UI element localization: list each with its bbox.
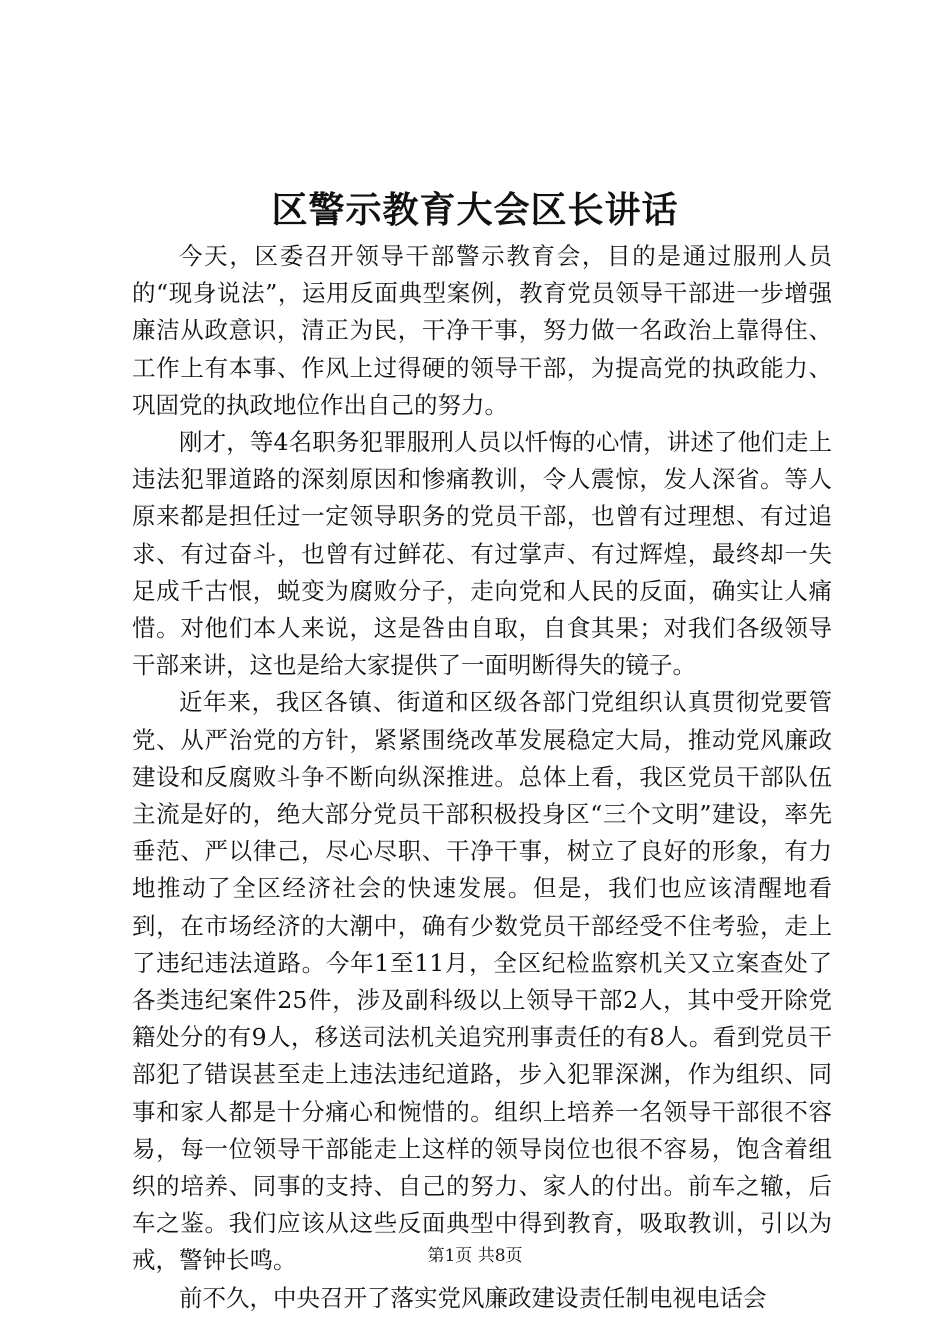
paragraph: 刚才，等4名职务犯罪服刑人员以忏悔的心情，讲述了他们走上违法犯罪道路的深刻原因和惨痛教训，令人震惊，发人深省。等人原来都是担任过一定领导职务的党员干部，也曾有过理想、有过追求、有过奋斗，也曾有过鲜花、有过掌声、有过辉煌，最终却一失足成千古恨，蜕变为腐败分子，走向党和人民的反面，确实让人痛惜。对他们本人来说，这是咎由自取，自食其果；对我们各级领导干部来讲，这也是给大家提供了一面明断得失的镜子。 xyxy=(132,428,832,680)
page-number-footer: 第1页 共8页 xyxy=(427,1246,523,1266)
paragraph: 今天，区委召开领导干部警示教育会，目的是通过服刑人员的“现身说法”，运用反面典型案例，教育党员领导干部进一步增强廉洁从政意识，清正为民，干净干事，努力做一名政治上靠得住、工作上有本事、作风上过得硬的领导干部，为提高党的执政能力、巩固党的执政地位作出自己的努力。 xyxy=(132,242,832,419)
document-title: 区警示教育大会区长讲话 xyxy=(271,189,679,231)
paragraph: 前不久，中央召开了落实党风廉政建设责任制电视电话会 xyxy=(179,1283,767,1312)
document-body xyxy=(132,238,832,1317)
paragraph: 近年来，我区各镇、街道和区级各部门党组织认真贯彻党要管党、从严治党的方针，紧紧围绕改革发展稳定大局，推动党风廉政建设和反腐败斗争不断向纵深推进。总体上看，我区党员干部队伍主流是好的，绝大部分党员干部积极投身区“三个文明”建设，率先垂范、严以律己，尽心尽职、干净干事，树立了良好的形象，有力地推动了全区经济社会的快速发展。但是，我们也应该清醒地看到，在市场经济的大潮中，确有少数党员干部经受不住考验，走上了违纪违法道路。今年1至11月，全区纪检监察机关又立案查处了各类违纪案件25件，涉及副科级以上领导干部2人，其中受开除党籍处分的有9人，移送司法机关追究刑事责任的有8人。看到党员干部犯了错误甚至走上违法违纪道路，步入犯罪深渊，作为组织、同事和家人都是十分痛心和惋惜的。组织上培养一名领导干部很不容易，每一位领导干部能走上这样的领导岗位也很不容易，饱含着组织的培养、同事的支持、自己的努力、家人的付出。前车之辙，后车之鉴。我们应该从这些反面典型中得到教育，吸取教训，引以为戒，警钟长鸣。 xyxy=(132,688,832,1275)
